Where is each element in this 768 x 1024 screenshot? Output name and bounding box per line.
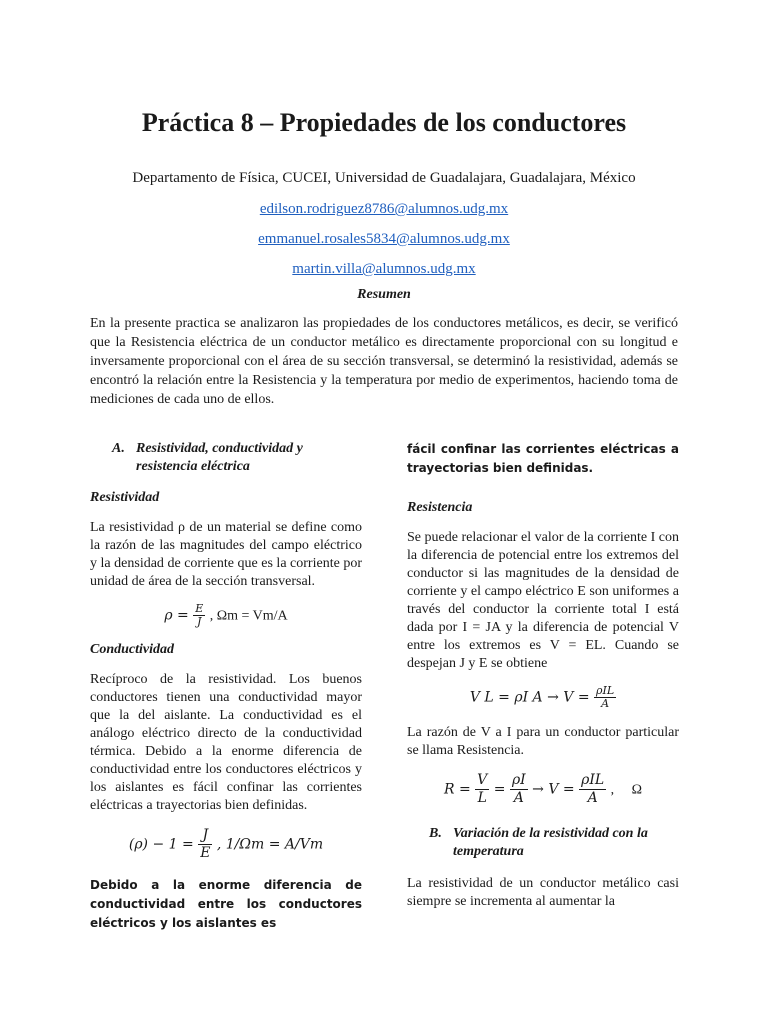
equation-conductivity bbox=[90, 827, 362, 862]
email-link[interactable]: edilson.rodriguez8786@alumnos.udg.mx bbox=[259, 201, 509, 217]
eq-numerator: V bbox=[477, 772, 488, 788]
eq-rest: , 1/Ωm = A/Vm bbox=[216, 836, 324, 853]
eq-numerator: J bbox=[198, 827, 212, 845]
eq-numerator: ρI bbox=[511, 772, 526, 788]
equation-resistivity bbox=[90, 603, 362, 628]
conductividad-heading: Conductividad bbox=[90, 642, 175, 657]
bold-paragraph: fácil confinar las corrientes eléctricas a trayectorias bien definidas. bbox=[407, 442, 679, 475]
eq-numerator: ρIL bbox=[596, 684, 615, 697]
section-a-heading bbox=[90, 440, 362, 476]
section-b-heading bbox=[407, 825, 679, 861]
eq-lhs: R = bbox=[443, 781, 471, 798]
eq-denominator: L bbox=[477, 790, 487, 806]
abstract-heading: Resumen bbox=[357, 287, 411, 302]
eq-fraction bbox=[579, 772, 606, 807]
left-column bbox=[90, 440, 362, 945]
equation-resistance: R = $\frac{V}{L}$ = $\frac{\rho I}{A}$ → V = $\frac{\text{ρIL}}{A}$ , Ω bbox=[443, 772, 643, 806]
section-title: Variación de la resistividad con la temperatura bbox=[453, 826, 648, 859]
affiliation: Departamento de Física, CUCEI, Universidad de Guadalajara, Guadalajara, México bbox=[132, 170, 636, 186]
email-link[interactable]: martin.villa@alumnos.udg.mx bbox=[292, 261, 476, 277]
razon-paragraph: La razón de V a I para un conductor particular se llama Resistencia. bbox=[407, 725, 679, 758]
resistencia-paragraph: Se puede relacionar el valor de la corriente I con la diferencia de potencial entre los extremos del conductor si las magnitudes de la densidad de corriente y el campo eléctrico E son uniformes a través del conductor la corriente total I está dada por I = JA y la diferencia de potencial V entre los extremos es V = EL. Cuando se despejan J y E se obtiene bbox=[407, 530, 679, 671]
eq-denominator: A bbox=[601, 697, 610, 710]
section-number: A. bbox=[112, 441, 125, 456]
bold-paragraph: Debido a la enorme diferencia de conductividad entre los conductores eléctricos y los aislantes es bbox=[90, 878, 362, 930]
abstract-text: En la presente practica se analizaron las propiedades de los conductores metálicos, es decir, se verificó que la Resistencia eléctrica de un conductor metálico es directamente proporcional con su longitud e inversamente proporcional con el área de su sección transversal, se determinó la resistividad, además se encontró la relación entre la Resistencia y la temperatura por medio de experimentos, haciendo toma de mediciones de cada uno de ellos. bbox=[90, 316, 678, 407]
eq-denominator: J bbox=[197, 615, 202, 628]
resistividad-heading: Resistividad bbox=[90, 490, 160, 505]
eq-fraction bbox=[594, 685, 616, 710]
eq-lhs: V L = ρI A → V = bbox=[469, 689, 590, 706]
eq-unit: , Ω bbox=[610, 782, 643, 798]
paper-title: Práctica 8 – Propiedades de los conductores bbox=[141, 108, 627, 137]
eq-rest: , Ωm = Vm/A bbox=[209, 608, 288, 624]
section-title: Resistividad, conductividad y resistencia eléctrica bbox=[136, 441, 303, 474]
eq-fraction bbox=[510, 772, 528, 807]
eq-fraction bbox=[193, 603, 205, 628]
eq-lhs: ρ = bbox=[164, 607, 189, 624]
equation-voltage bbox=[407, 685, 679, 710]
eq-denominator: A bbox=[513, 790, 524, 806]
eq-numerator: E bbox=[195, 602, 204, 615]
resistencia-heading: Resistencia bbox=[407, 500, 473, 515]
eq-fraction bbox=[198, 827, 212, 862]
conductividad-paragraph: Recíproco de la resistividad. Los buenos conductores tienen una conductividad mayor que la del aislante. La conductividad es el análogo eléctrico directo de la conductividad térmica. Debido a la enorme diferencia de conductividad entre los conductores eléctricos y los aislantes es fácil confinar las corrientes eléctricas a trayectorias bien definidas. bbox=[90, 672, 362, 813]
eq-denominator: A bbox=[587, 790, 598, 806]
email-link[interactable]: emmanuel.rosales5834@alumnos.udg.mx bbox=[258, 231, 510, 247]
eq-denominator: E bbox=[200, 845, 211, 861]
section-number: B. bbox=[429, 826, 442, 841]
eq-fraction bbox=[475, 772, 489, 807]
eq-mid: → V = bbox=[532, 781, 575, 798]
eq-lhs: (ρ) − 1 = bbox=[128, 836, 194, 853]
eq-numerator: ρIL bbox=[581, 772, 605, 788]
resistividad-paragraph: La resistividad ρ de un material se define como la razón de las magnitudes del campo eléctrico y la densidad de corriente que es la corriente por unidad de área de la sección transversal. bbox=[90, 520, 362, 589]
tail-paragraph: La resistividad de un conductor metálico casi siempre se incrementa al aumentar la bbox=[407, 876, 679, 909]
right-column bbox=[407, 440, 679, 923]
